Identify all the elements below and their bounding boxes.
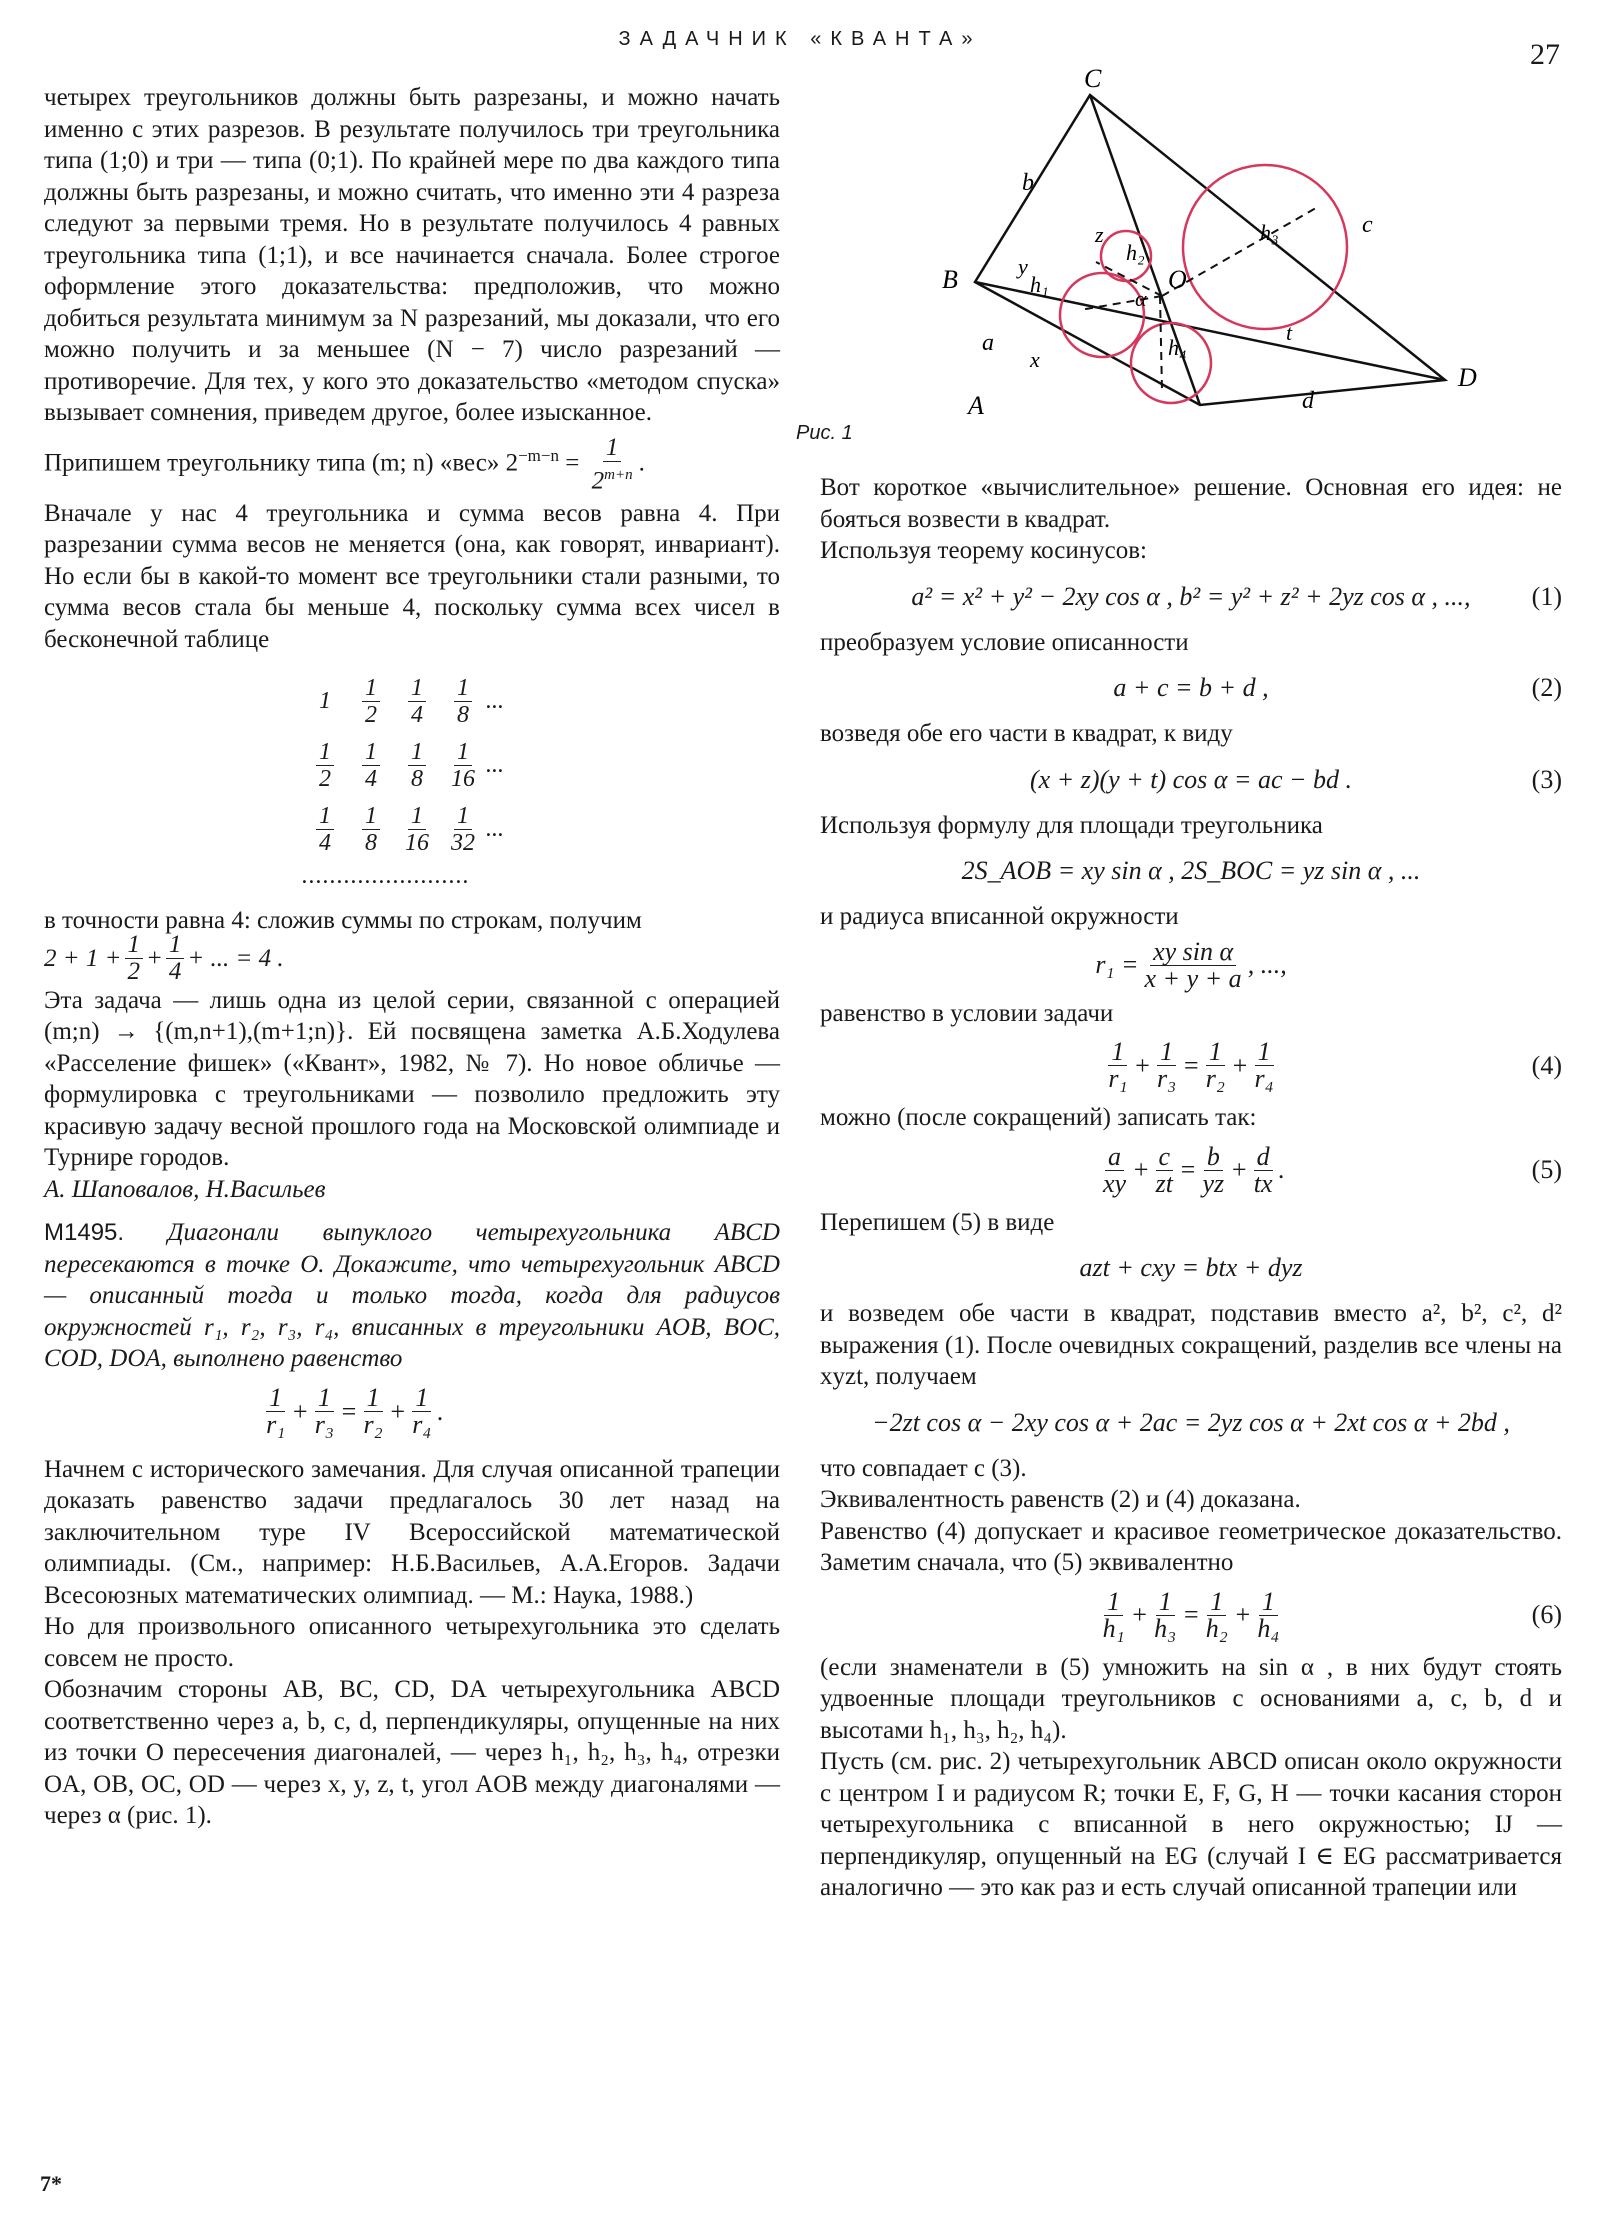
area-equation: 2S_AOB = xy sin α , 2S_BOC = yz sin α , ... [961, 856, 1421, 886]
paragraph: что совпадает с (3). [820, 1454, 1027, 1482]
equation-4: $\frac{1}{\text{r₁}}$ + $\frac{1}{\text{r₃}}$ = $\frac{1}{\text{r₂}}$ + $\frac{1}{\text{r₄}}$ (4) [1108, 1037, 1562, 1093]
label-d-side: d [1302, 388, 1314, 414]
ellipsis: ... [486, 687, 504, 714]
label-z: z [1095, 222, 1104, 247]
label-c-side: c [1362, 212, 1373, 238]
label-a: A [968, 391, 984, 420]
running-header: ЗАДАЧНИК «КВАНТА» [618, 28, 982, 50]
label-d: D [1458, 363, 1477, 392]
expanded-equation: −2zt cos α − 2xy cos α + 2ac = 2yz cos α + 2xt cos α + 2bd , [872, 1407, 1510, 1437]
label-h3: h₃ [1260, 220, 1279, 245]
paragraph: преобразуем условие описанности [820, 628, 1189, 656]
label-c: C [1084, 64, 1102, 93]
authors: А. Шаповалов, Н.Васильев [44, 1175, 326, 1203]
problem-id: М1495. [44, 1219, 125, 1247]
label-b: B [942, 265, 958, 294]
fraction: $\frac{1}{2^{m+n}}$ [591, 433, 633, 494]
weight-definition: Припишем треугольнику типа (m; n) «вес» $2^{-m-n}$ = $\frac{1}{2^{m+n}}$ . [44, 433, 645, 494]
paragraph: Используя теорему косинусов: [820, 537, 1147, 564]
table-cell: $\frac{1}{8}$ [362, 803, 380, 856]
incircles [1060, 165, 1347, 403]
paragraph: и радиуса вписанной окружности [820, 903, 1179, 930]
perp-h4 [1160, 296, 1162, 390]
figure-caption: Рис. 1 [796, 422, 853, 444]
left-column [44, 82, 780, 1832]
figure-1 [790, 60, 1510, 490]
table-cell: $\frac{1}{8}$ [454, 675, 472, 728]
ellipsis: ... [486, 751, 504, 778]
paragraph: в точности равна 4: сложив суммы по строкам, получим [44, 907, 642, 935]
rewritten-equation: azt + cxy = btx + dyz [1079, 1253, 1303, 1283]
paragraph: Обозначим стороны AB, BC, CD, DA четырехугольника ABCD соответственно через a, b, c, d, перпендикуляры, опущенные на них из точки O пересечения диагоналей, — через h₁, h₂, h₃, h₄, отрезки OA, OB, OC, OD — через x, y, z, t, угол AOB между диагоналями — через α (рис. 1). [44, 1676, 780, 1830]
paragraph: Используя формулу для площади треугольника [820, 811, 1323, 839]
table-cell: $\frac{1}{4}$ [408, 675, 426, 728]
paragraph: (если знаменатели в (5) умножить на sin α , в них будут стоять удвоенные площади треугольников с основаниями a, c, b, d и высотами h₁, h₃, h₂, h₄). [820, 1653, 1562, 1744]
table-cell: $\frac{1}{16}$ [451, 738, 475, 792]
label-o: O [1168, 265, 1187, 294]
paragraph: и возведем обе части в квадрат, подставив вместо a², b², c², d² выражения (1). После очевидных сокращений, разделив все члены на xyzt, получаем [820, 1300, 1562, 1390]
table-cell: 1 [319, 687, 331, 714]
label-h1: h₁ [1030, 272, 1049, 297]
label-x: x [1030, 347, 1040, 372]
table-cell: $\frac{1}{2}$ [362, 675, 380, 728]
perp-h1 [1080, 296, 1162, 310]
table-row [302, 797, 780, 861]
label-alpha: α [1135, 286, 1147, 311]
label-h4: h₄ [1168, 335, 1187, 360]
table-cell: $\frac{1}{32}$ [451, 802, 475, 856]
perpendiculars [1080, 208, 1316, 390]
label-a-side: a [982, 330, 994, 356]
table-row [302, 669, 780, 733]
inradius-equation: r₁ = $\frac{\text{xy sin α}}{x + y + a}$ , ..., [1095, 936, 1287, 993]
problem-equation: $\frac{1}{\text{r₁}}$ + $\frac{1}{\text{r₃}}$ = $\frac{1}{\text{r₂}}$ + $\frac{1}{\text{r₄}}$ . [266, 1382, 444, 1439]
geometry-diagram [790, 60, 1510, 490]
paragraph: можно (после сокращений) записать так: [820, 1104, 1257, 1131]
infinite-table [302, 669, 780, 891]
table-cell: $\frac{1}{2}$ [316, 739, 334, 792]
paragraph: Равенство (4) допускает и красивое геометрическое доказательство. Заметим сначала, что (5) эквивалентно [820, 1517, 1562, 1576]
table-row [302, 733, 780, 797]
paragraph: Вот короткое «вычислительное» решение. Основная его идея: не бояться возвести в квадрат. [820, 474, 1562, 533]
signature-mark: 7* [40, 2171, 62, 2196]
label-h2: h₂ [1126, 240, 1145, 265]
table-cell: $\frac{1}{16}$ [405, 802, 429, 856]
table-cell: $\frac{1}{4}$ [316, 803, 334, 856]
right-column [820, 472, 1562, 1904]
equation-3: (x + z)(y + t) cos α = ac − bd . (3) [1029, 764, 1562, 794]
page-number: 27 [1530, 38, 1560, 71]
paragraph: Эта задача — лишь одна из целой серии, связанной с операцией (m;n) → {(m,n+1),(m+1;n)}. Ей посвящена заметка А.Б.Ходулева «Расселение фишек» («Квант», 1982, № 7). Но новое обличье — формулировка с треугольниками — позволило предложить эту красивую задачу весной прошлого года на Московской олимпиаде и Турнире городов. [44, 986, 780, 1172]
paragraph: возведя обе его части в квадрат, к виду [820, 720, 1233, 747]
table-cell: $\frac{1}{8}$ [408, 739, 426, 792]
label-b-side: b [1022, 170, 1034, 196]
incircle-cod [1183, 165, 1347, 329]
problem-statement: М1495. Диагонали выпуклого четырехугольника ABCD пересекаются в точке O. Докажите, что четырехугольник ABCD — описанный тогда и только тогда, когда для радиусов окружностей r₁, r₂, r₃, r₄, вписанных в треугольники AOB, BOC, COD, DOA, выполнено равенство [44, 1219, 780, 1373]
equation-5: $\frac{a}{xy}$ + $\frac{c}{zt}$ = $\frac{b}{yz}$ + $\frac{d}{tx}$ . (5) [1102, 1141, 1562, 1198]
paragraph: Вначале у нас 4 треугольника и сумма весов равна 4. При разрезании сумма весов не меняется (она, как говорят, инвариант). Но если бы в какой-то момент все треугольники стали разными, то сумма весов стала бы меньше 4, поскольку сумма всех чисел в бесконечной таблице [44, 499, 780, 653]
paragraph: Пусть (см. рис. 2) четырехугольник ABCD описан около окружности с центром I и радиусом R; точки E, F, G, H — точки касания сторон четырехугольника с вписанной в него окружностью; IJ — перпендикуляр, опущенный на EG (случай I ∈ EG рассматривается аналогично — это как раз и есть случай описанной трапеции или [820, 1748, 1562, 1901]
equation-6: $\frac{1}{\text{h₁}}$ + $\frac{1}{\text{h₃}}$ = $\frac{1}{\text{h₂}}$ + $\frac{1}{\text{h₄}}$ (6) [1102, 1586, 1562, 1643]
paragraph: Перепишем (5) в виде [820, 1208, 1055, 1236]
paragraph: четырех треугольников должны быть разрезаны, и можно начать именно с этих разрезов. В результате получилось три треугольника типа (1;0) и три — типа (0;1). По крайней мере по два каждого типа должны быть разрезаны, и можно считать, что именно эти 4 разреза следуют за первыми тремя. Но в результате получилось 4 равных треугольника типа (1;1), и все начинается сначала. Более строгое оформление этого доказательства: предположив, что можно добиться результата минимум за N разрезаний, мы доказали, что его можно получить и за меньшее (N − 7) число разрезаний — противоречие. Для тех, у кого это доказательство «методом спуска» вызывает сомнения, приведем другое, более изысканное. [44, 84, 780, 426]
paragraph: Эквивалентность равенств (2) и (4) доказана. [820, 1486, 1301, 1513]
ellipsis: ... [486, 815, 504, 842]
series-sum: 2 + 1 + $\frac{1}{2}$ + $\frac{1}{4}$ + ... = 4 . [44, 931, 284, 986]
dotted-line: ........................ [302, 863, 470, 890]
equation-1: a² = x² + y² − 2xy cos α , b² = y² + z² + 2yz cos α , ..., (1) [911, 581, 1562, 611]
paragraph: Начнем с исторического замечания. Для случая описанной трапеции доказать равенство задачи предлагалось 30 лет назад на заключительном туре IV Всероссийской математической олимпиады. (См., например: Н.Б.Васильев, А.А.Егоров. Задачи Всесоюзных математических олимпиад. — М.: Наука, 1988.) [44, 1455, 780, 1609]
equation-2: a + c = b + d , (2) [1113, 673, 1562, 703]
paragraph: Но для произвольного описанного четырехугольника это сделать совсем не просто. [44, 1613, 780, 1672]
label-y: y [1018, 254, 1028, 279]
table-cell: $\frac{1}{4}$ [362, 739, 380, 792]
label-t: t [1286, 320, 1293, 345]
paragraph: равенство в условии задачи [820, 999, 1114, 1027]
